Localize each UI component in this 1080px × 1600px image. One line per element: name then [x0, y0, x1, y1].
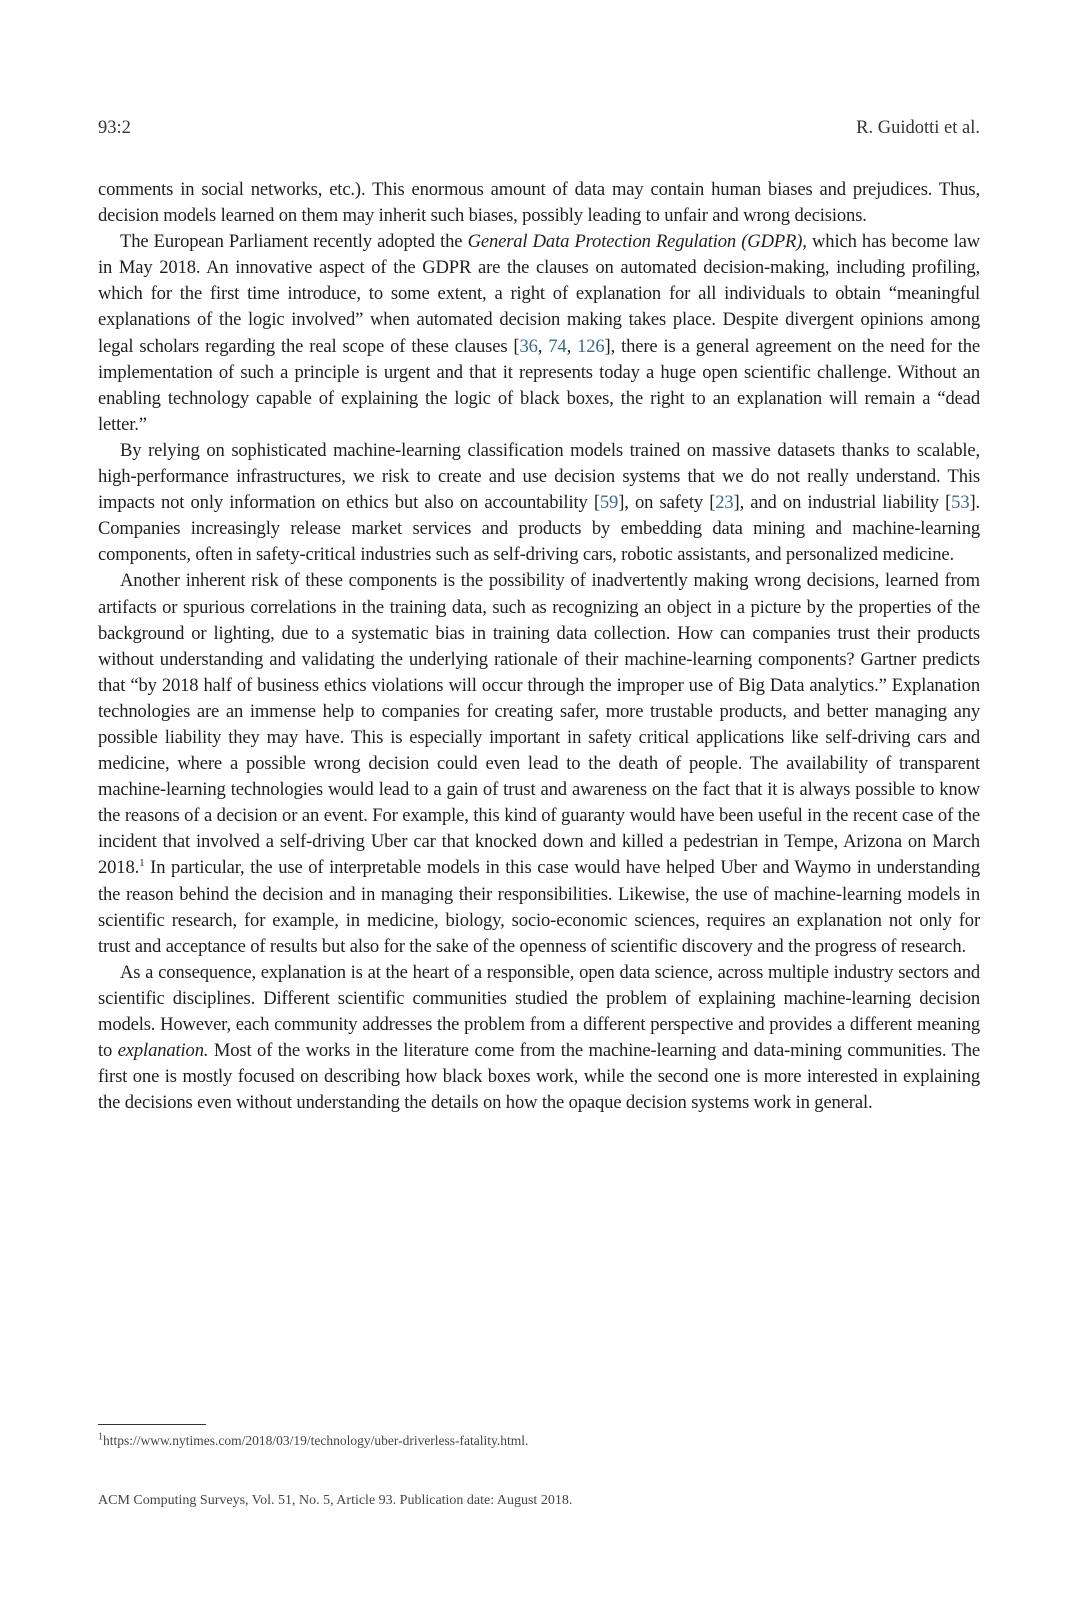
running-author: R. Guidotti et al.	[856, 118, 980, 138]
citation-link[interactable]: 126	[577, 335, 605, 357]
text-run: Another inherent risk of these components is the possibility of inadvertently making wrong decisions, learned from artifacts or spurious correlations in the training data, such as recognizing an object in a picture by the properties of the background or lighting, due to a systematic bias in training data collection. How can companies trust their products without understanding and validating the underlying rationale of their machine-learning components? Gartner predicts that “by 2018 half of business ethics violations will occur through the improper use of Big Data analytics.” Explanation technologies are an immense help to companies for creating safer, more trustable products, and better managing any possible liability they may have. This is especially important in safety critical applications like self-driving cars and medicine, where a possible wrong decision could even lead to the death of people. The availability of transparent machine-learning technologies would lead to a gain of trust and awareness on the fact that it is always possible to know the reasons of a decision or an event. For example, this kind of guaranty would have been useful in the recent case of the incident that involved a self-driving Uber car that knocked down and killed a pedestrian in Tempe, Arizona on March 2018.	[98, 570, 980, 879]
citation-link[interactable]: 74	[548, 335, 567, 357]
paragraph	[98, 177, 980, 229]
citation-link[interactable]: 53	[951, 492, 970, 514]
footnote-ref[interactable]: 1	[139, 857, 145, 870]
paragraph	[98, 229, 980, 438]
footnote	[98, 1433, 528, 1449]
paragraph	[98, 568, 980, 959]
citation-link[interactable]: 59	[599, 492, 619, 514]
emphasis-text: explanation.	[117, 1040, 209, 1062]
citation-link[interactable]: 36	[519, 335, 538, 357]
emphasis-text: General Data Protection Regulation (GDPR),	[467, 231, 807, 253]
page-number: 93:2	[98, 118, 131, 138]
text-run: The European Parliament recently adopted the	[120, 231, 468, 253]
text-run: comments in social networks, etc.). This enormous amount of data may contain human biases and prejudices. Thus, decision models learned on them may inherit such biases, possibly leading to unfair and wrong decisions.	[98, 179, 980, 227]
text-run: By relying on sophisticated machine-learning classification models trained on massive datasets thanks to scalable, high-performance infrastructures, we risk to create and use decision systems that we do not really understand. This impacts not only information on ethics but also on accountability [	[98, 439, 980, 514]
text-run: which has become law in May 2018. An innovative aspect of the GDPR are the clauses on automated decision-making, including profiling, which for the first time introduce, to some extent, a right of explanation for all individuals to obtain “meaningful explanations of the logic involved” when automated decision making takes place. Despite divergent opinions among legal scholars regarding the real scope of these clauses [	[98, 231, 980, 357]
text-run: ]. Companies increasingly release market services and products by embedding data mining and machine-learning components, often in safety-critical industries such as self-driving cars, robotic assistants, and personalized medicine.	[98, 492, 981, 566]
text-run: In particular, the use of interpretable models in this case would have helped Uber and Waymo in understanding the reason behind the decision and in managing their responsibilities. Likewise, the use of machine-learning models in scientific research, for example, in medicine, biology, socio-economic sciences, requires an explanation not only for trust and acceptance of results but also for the sake of the openness of scientific discovery and the progress of research.	[98, 857, 980, 957]
footnote-divider	[98, 1424, 206, 1425]
text-run: As a consequence, explanation is at the heart of a responsible, open data science, across multiple industry sectors and scientific disciplines. Different scientific communities studied the problem of explaining machine-learning decision models. However, each community addresses the problem from a different perspective and provides a different meaning to	[98, 961, 980, 1062]
running-header	[98, 118, 980, 139]
paragraph	[98, 960, 980, 1117]
text-run: ], there is a general agreement on the need for the implementation of such a principle is urgent and that it represents today a huge open scientific challenge. Without an enabling technology capable of explaining the logic of black boxes, the right to an explanation will remain a “dead letter.”	[98, 335, 981, 435]
text-run: ], on safety [	[618, 492, 716, 514]
footnote-marker: 1	[98, 1431, 103, 1443]
footnote-url[interactable]: https://www.nytimes.com/2018/03/19/technology/uber-driverless-fatality.html.	[103, 1433, 529, 1448]
text-run: ,	[537, 335, 549, 357]
body-text	[98, 177, 980, 1116]
text-run: ], and on industrial liability [	[733, 492, 952, 514]
journal-footer: ACM Computing Surveys, Vol. 51, No. 5, Article 93. Publication date: August 2018.	[98, 1493, 573, 1508]
paragraph	[98, 438, 980, 568]
citation-link[interactable]: 23	[715, 492, 734, 514]
text-run: Most of the works in the literature come from the machine-learning and data-mining communities. The first one is mostly focused on describing how black boxes work, while the second one is more interested in explaining the decisions even without understanding the details on how the opaque decision systems work in general.	[98, 1040, 980, 1114]
text-run: ,	[566, 335, 578, 357]
